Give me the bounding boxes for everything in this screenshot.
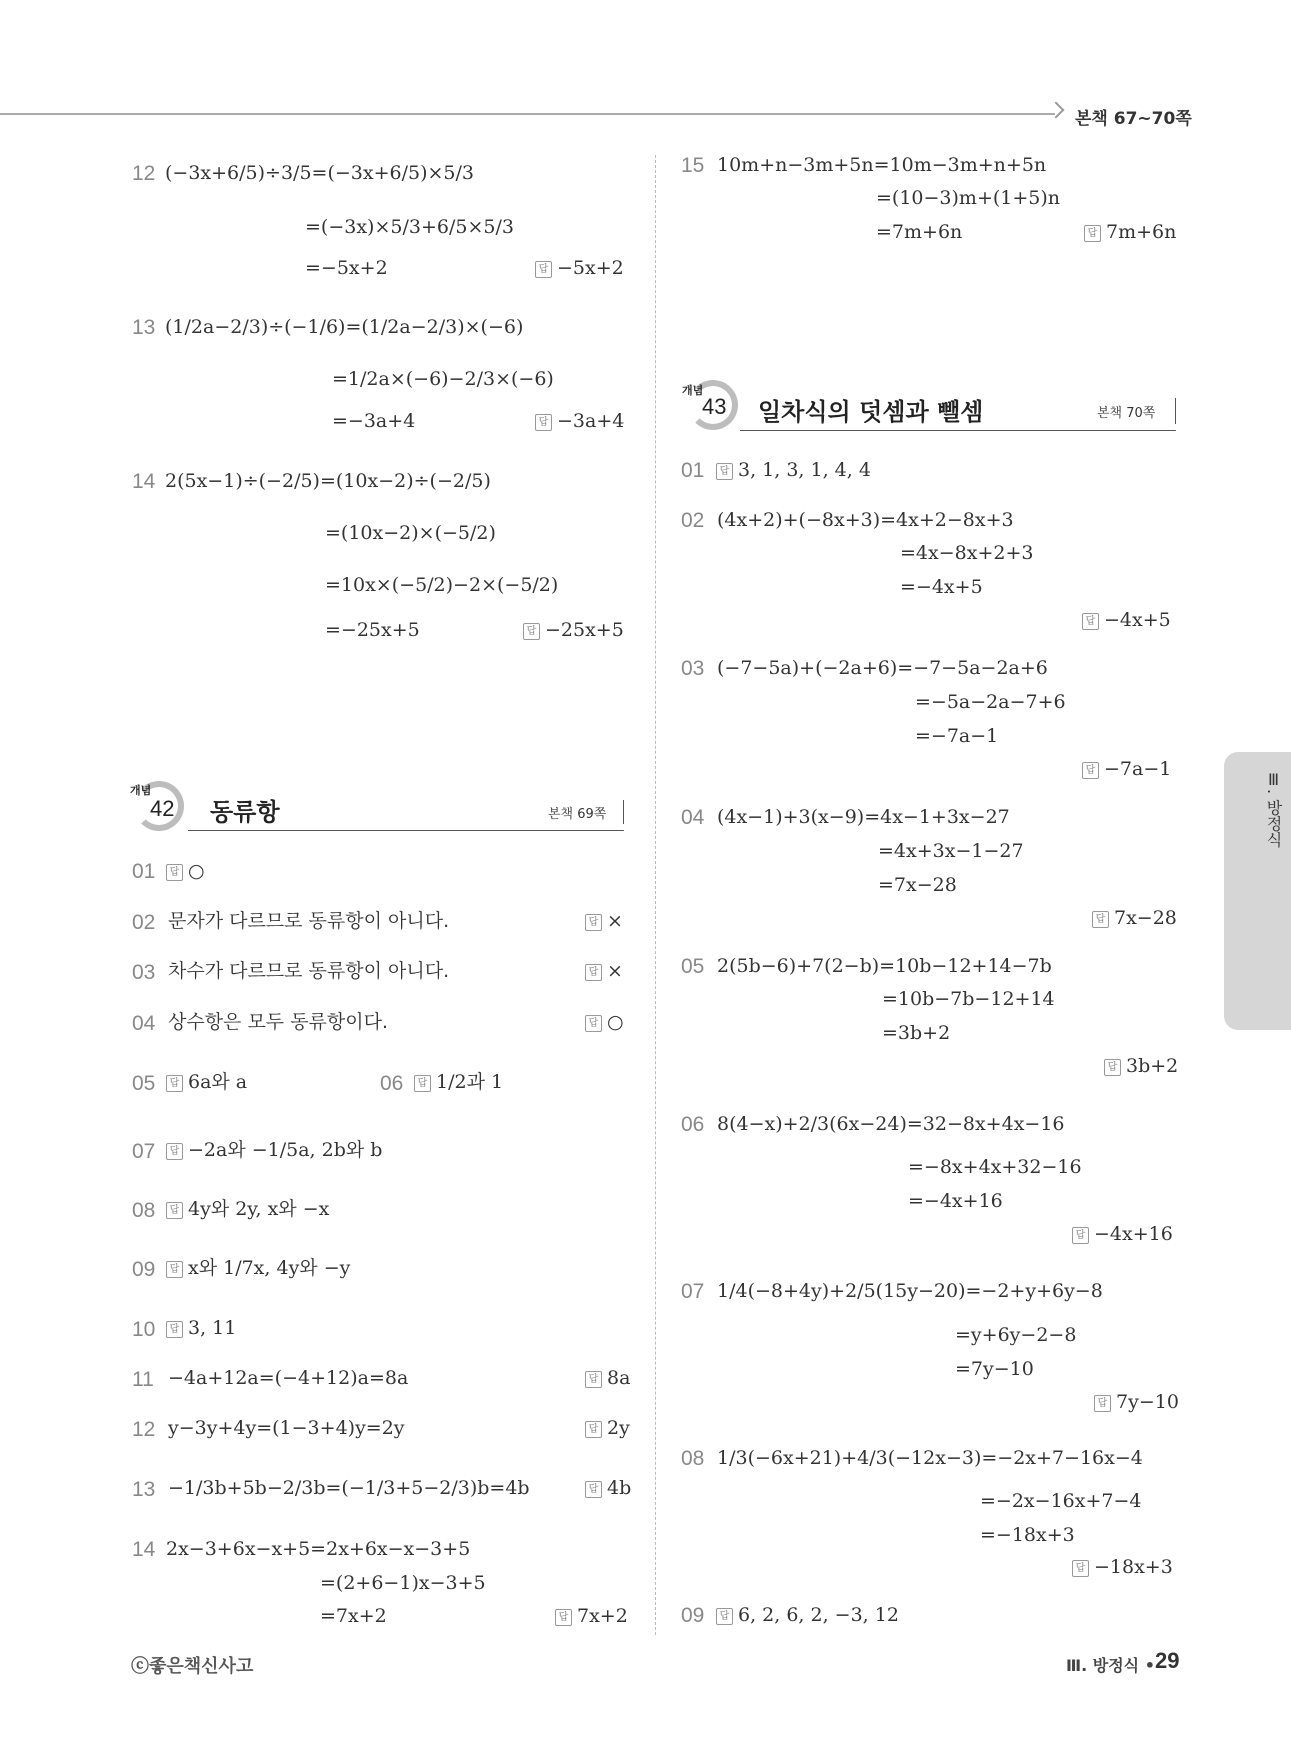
answer-icon: 답: [716, 1608, 733, 1625]
equation-line: =−7a−1: [915, 725, 999, 747]
section-title: 동류항: [210, 798, 280, 826]
explanation-text: 차수가 다르므로 동류항이 아니다.: [168, 960, 450, 982]
answer: [716, 1606, 899, 1625]
equation-line: (4x−1)+3(x−9)=4x−1+3x−27: [717, 806, 1010, 828]
problem-number: 10: [132, 1318, 156, 1341]
answer-value: −5x+2: [557, 257, 624, 279]
column-divider: [655, 155, 656, 1635]
answer-icon: 답: [1082, 762, 1099, 779]
answer-value: 7x−28: [1114, 907, 1177, 929]
problem-number: 04: [132, 1012, 156, 1035]
answer-value: 6, 2, 6, 2, −3, 12: [738, 1604, 899, 1626]
answer-value: 1/2과 1: [436, 1071, 504, 1093]
equation-line: =y+6y−2−8: [955, 1324, 1077, 1346]
answer-value: ×: [607, 910, 623, 932]
answer-icon: 답: [166, 864, 183, 881]
equation-line: =−4x+5: [900, 576, 983, 598]
equation-line: (1/2a−2/3)÷(−1/6)=(1/2a−2/3)×(−6): [165, 316, 524, 338]
chapter-side-tab-label: Ⅲ. 방정식: [1264, 770, 1283, 848]
section-underline: [740, 430, 1176, 431]
problem-number: 12: [132, 162, 156, 185]
equation-line: =(2+6−1)x−3+5: [320, 1572, 486, 1594]
equation-line: =10x×(−5/2)−2×(−5/2): [325, 574, 559, 596]
answer: [523, 621, 624, 640]
problem-number: 03: [132, 961, 156, 984]
answer: [585, 1419, 630, 1438]
answer-icon: 답: [1082, 613, 1099, 630]
section-underline-tick: [623, 800, 624, 824]
equation-line: 1/4(−8+4y)+2/5(15y−20)=−2+y+6y−8: [717, 1280, 1103, 1302]
problem-number: 05: [132, 1072, 156, 1095]
problem-number: 11: [132, 1368, 154, 1391]
answer: [716, 461, 871, 480]
equation-line: −1/3b+5b−2/3b=(−1/3+5−2/3)b=4b: [168, 1477, 530, 1499]
answer: [585, 962, 623, 981]
problem-number: 13: [132, 316, 156, 339]
answer: [1104, 1057, 1178, 1076]
equation-line: =(10−3)m+(1+5)n: [876, 187, 1061, 209]
answer-value: 3b+2: [1126, 1055, 1179, 1077]
answer: [1082, 611, 1171, 630]
answer: [166, 1259, 350, 1278]
answer-value: 7y−10: [1116, 1391, 1179, 1413]
problem-number: 04: [681, 806, 705, 829]
problem-number: 15: [681, 154, 705, 177]
answer-icon: 답: [585, 1015, 602, 1032]
section-underline: [188, 830, 624, 831]
equation-line: =10b−7b−12+14: [882, 988, 1055, 1010]
equation-line: =4x−8x+2+3: [900, 542, 1034, 564]
section-title: 일차식의 덧셈과 뺄셈: [758, 398, 984, 426]
section-page-ref: 본책 70쪽: [1097, 406, 1156, 421]
concept-badge-number: 43: [702, 394, 727, 419]
answer-value: −4x+5: [1104, 609, 1171, 631]
chevron-right-icon: [1048, 102, 1065, 119]
answer-value: −4x+16: [1094, 1223, 1173, 1245]
answer-value: 4y와 2y, x와 −x: [188, 1198, 330, 1220]
equation-line: =−25x+5: [325, 619, 420, 641]
answer-icon: 답: [585, 1481, 602, 1498]
answer-icon: 답: [166, 1261, 183, 1278]
equation-line: =4x+3x−1−27: [878, 840, 1024, 862]
answer: [555, 1607, 628, 1626]
answer-icon: 답: [535, 261, 552, 278]
equation-line: 10m+n−3m+5n=10m−3m+n+5n: [717, 154, 1047, 176]
concept-badge-label: 개념: [130, 784, 152, 797]
problem-number: 07: [132, 1140, 156, 1163]
answer-icon: 답: [585, 1421, 602, 1438]
answer-icon: 답: [1104, 1059, 1121, 1076]
answer-icon: 답: [523, 623, 540, 640]
problem-number: 13: [132, 1478, 156, 1501]
answer-value: 3, 11: [188, 1317, 237, 1339]
answer-value: ×: [607, 960, 623, 982]
problem-number: 14: [132, 1538, 156, 1561]
equation-line: =−3a+4: [332, 410, 416, 432]
equation-line: =7m+6n: [876, 221, 963, 243]
answer-value: 2y: [607, 1417, 630, 1439]
answer-value: −3a+4: [557, 410, 625, 432]
header-rule: [0, 113, 1055, 115]
answer-icon: 답: [166, 1202, 183, 1219]
equation-line: −4a+12a=(−4+12)a=8a: [168, 1367, 409, 1389]
answer: [585, 1479, 631, 1498]
equation-line: =1/2a×(−6)−2/3×(−6): [332, 368, 554, 390]
problem-number: 09: [681, 1604, 705, 1627]
equation-line: =−18x+3: [980, 1524, 1075, 1546]
section-underline-tick: [1175, 398, 1176, 424]
problem-number: 07: [681, 1280, 705, 1303]
answer: [166, 1200, 329, 1219]
concept-badge-number: 42: [150, 796, 175, 821]
answer: [1084, 223, 1176, 242]
answer: [414, 1073, 503, 1092]
answer-icon: 답: [414, 1075, 431, 1092]
answer-icon: 답: [1092, 911, 1109, 928]
answer: [1094, 1393, 1179, 1412]
answer-icon: 답: [166, 1321, 183, 1338]
answer-icon: 답: [166, 1075, 183, 1092]
answer: [1082, 760, 1171, 779]
equation-line: =7x+2: [320, 1605, 387, 1627]
problem-number: 06: [681, 1113, 705, 1136]
answer-icon: 답: [166, 1143, 183, 1160]
equation-line: (−3x+6/5)÷3/5=(−3x+6/5)×5/3: [165, 162, 475, 184]
answer-value: 6a와 a: [188, 1071, 248, 1093]
equation-line: =7x−28: [878, 874, 957, 896]
answer-value: 3, 1, 3, 1, 4, 4: [738, 459, 871, 481]
problem-number: 14: [132, 470, 156, 493]
problem-number: 02: [681, 509, 705, 532]
equation-line: (4x+2)+(−8x+3)=4x+2−8x+3: [717, 509, 1014, 531]
problem-number: 12: [132, 1418, 156, 1441]
problem-number: 03: [681, 657, 705, 680]
section-page-ref: 본책 69쪽: [548, 807, 607, 822]
problem-number: 01: [132, 860, 156, 883]
equation-line: 2(5b−6)+7(2−b)=10b−12+14−7b: [717, 955, 1052, 977]
answer-value: −2a와 −1/5a, 2b와 b: [188, 1139, 383, 1161]
equation-line: =(−3x)×5/3+6/5×5/3: [305, 216, 514, 238]
answer: [166, 1073, 247, 1092]
explanation-text: 문자가 다르므로 동류항이 아니다.: [168, 910, 450, 932]
publisher-logo: ⓒ좋은책신사고: [131, 1656, 254, 1677]
answer-icon: 답: [535, 414, 552, 431]
answer-value: 4b: [607, 1477, 632, 1499]
answer-icon: 답: [555, 1609, 572, 1626]
answer: [1072, 1225, 1173, 1244]
answer-value: −25x+5: [545, 619, 624, 641]
page-number: 29: [1155, 1648, 1180, 1673]
equation-line: =7y−10: [955, 1358, 1034, 1380]
answer-value: 7x+2: [577, 1605, 628, 1627]
answer: [535, 412, 624, 431]
problem-number: 09: [132, 1258, 156, 1281]
answer-value: 7m+6n: [1106, 221, 1177, 243]
answer: [585, 912, 623, 931]
answer-value: −18x+3: [1094, 1556, 1173, 1578]
answer-icon: 답: [716, 463, 733, 480]
equation-line: =−5a−2a−7+6: [915, 691, 1066, 713]
answer: [1092, 909, 1177, 928]
answer-icon: 답: [585, 1371, 602, 1388]
answer-icon: 답: [585, 914, 602, 931]
answer-value: x와 1/7x, 4y와 −y: [188, 1257, 351, 1279]
equation-line: 2x−3+6x−x+5=2x+6x−x−3+5: [166, 1538, 471, 1560]
answer-value: −7a−1: [1104, 758, 1172, 780]
answer: [166, 1319, 236, 1338]
answer-icon: 답: [1084, 225, 1101, 242]
problem-number: 05: [681, 955, 705, 978]
problem-number: 08: [132, 1199, 156, 1222]
answer: [166, 1141, 382, 1160]
explanation-text: 상수항은 모두 동류항이다.: [168, 1011, 389, 1033]
problem-number: 06: [380, 1072, 404, 1095]
problem-number: 02: [132, 911, 156, 934]
problem-number: 08: [681, 1447, 705, 1470]
answer: [535, 259, 624, 278]
equation-line: 8(4−x)+2/3(6x−24)=32−8x+4x−16: [717, 1113, 1065, 1135]
answer: [166, 862, 205, 881]
answer-value: ○: [607, 1011, 624, 1033]
equation-line: =−5x+2: [305, 257, 388, 279]
answer: [1072, 1558, 1173, 1577]
answer-value: ○: [188, 860, 205, 882]
answer: [585, 1369, 630, 1388]
answer-value: 8a: [607, 1367, 631, 1389]
top-page-ref: 본책 67~70쪽: [1075, 109, 1192, 129]
equation-line: 2(5x−1)÷(−2/5)=(10x−2)÷(−2/5): [165, 470, 491, 492]
equation-line: =−4x+16: [908, 1190, 1003, 1212]
equation-line: y−3y+4y=(1−3+4)y=2y: [168, 1417, 405, 1439]
answer-icon: 답: [1072, 1227, 1089, 1244]
equation-line: =−8x+4x+32−16: [908, 1156, 1082, 1178]
problem-number: 01: [681, 459, 705, 482]
answer-icon: 답: [1094, 1395, 1111, 1412]
equation-line: =3b+2: [882, 1022, 951, 1044]
concept-badge-label: 개념: [682, 384, 704, 397]
equation-line: (−7−5a)+(−2a+6)=−7−5a−2a+6: [717, 657, 1048, 679]
equation-line: =(10x−2)×(−5/2): [325, 522, 496, 544]
equation-line: =−2x−16x+7−4: [980, 1490, 1142, 1512]
equation-line: 1/3(−6x+21)+4/3(−12x−3)=−2x+7−16x−4: [717, 1447, 1143, 1469]
footer-chapter: Ⅲ. 방정식 •: [1066, 1656, 1155, 1675]
answer: [585, 1013, 624, 1032]
answer-icon: 답: [585, 964, 602, 981]
answer-icon: 답: [1072, 1560, 1089, 1577]
